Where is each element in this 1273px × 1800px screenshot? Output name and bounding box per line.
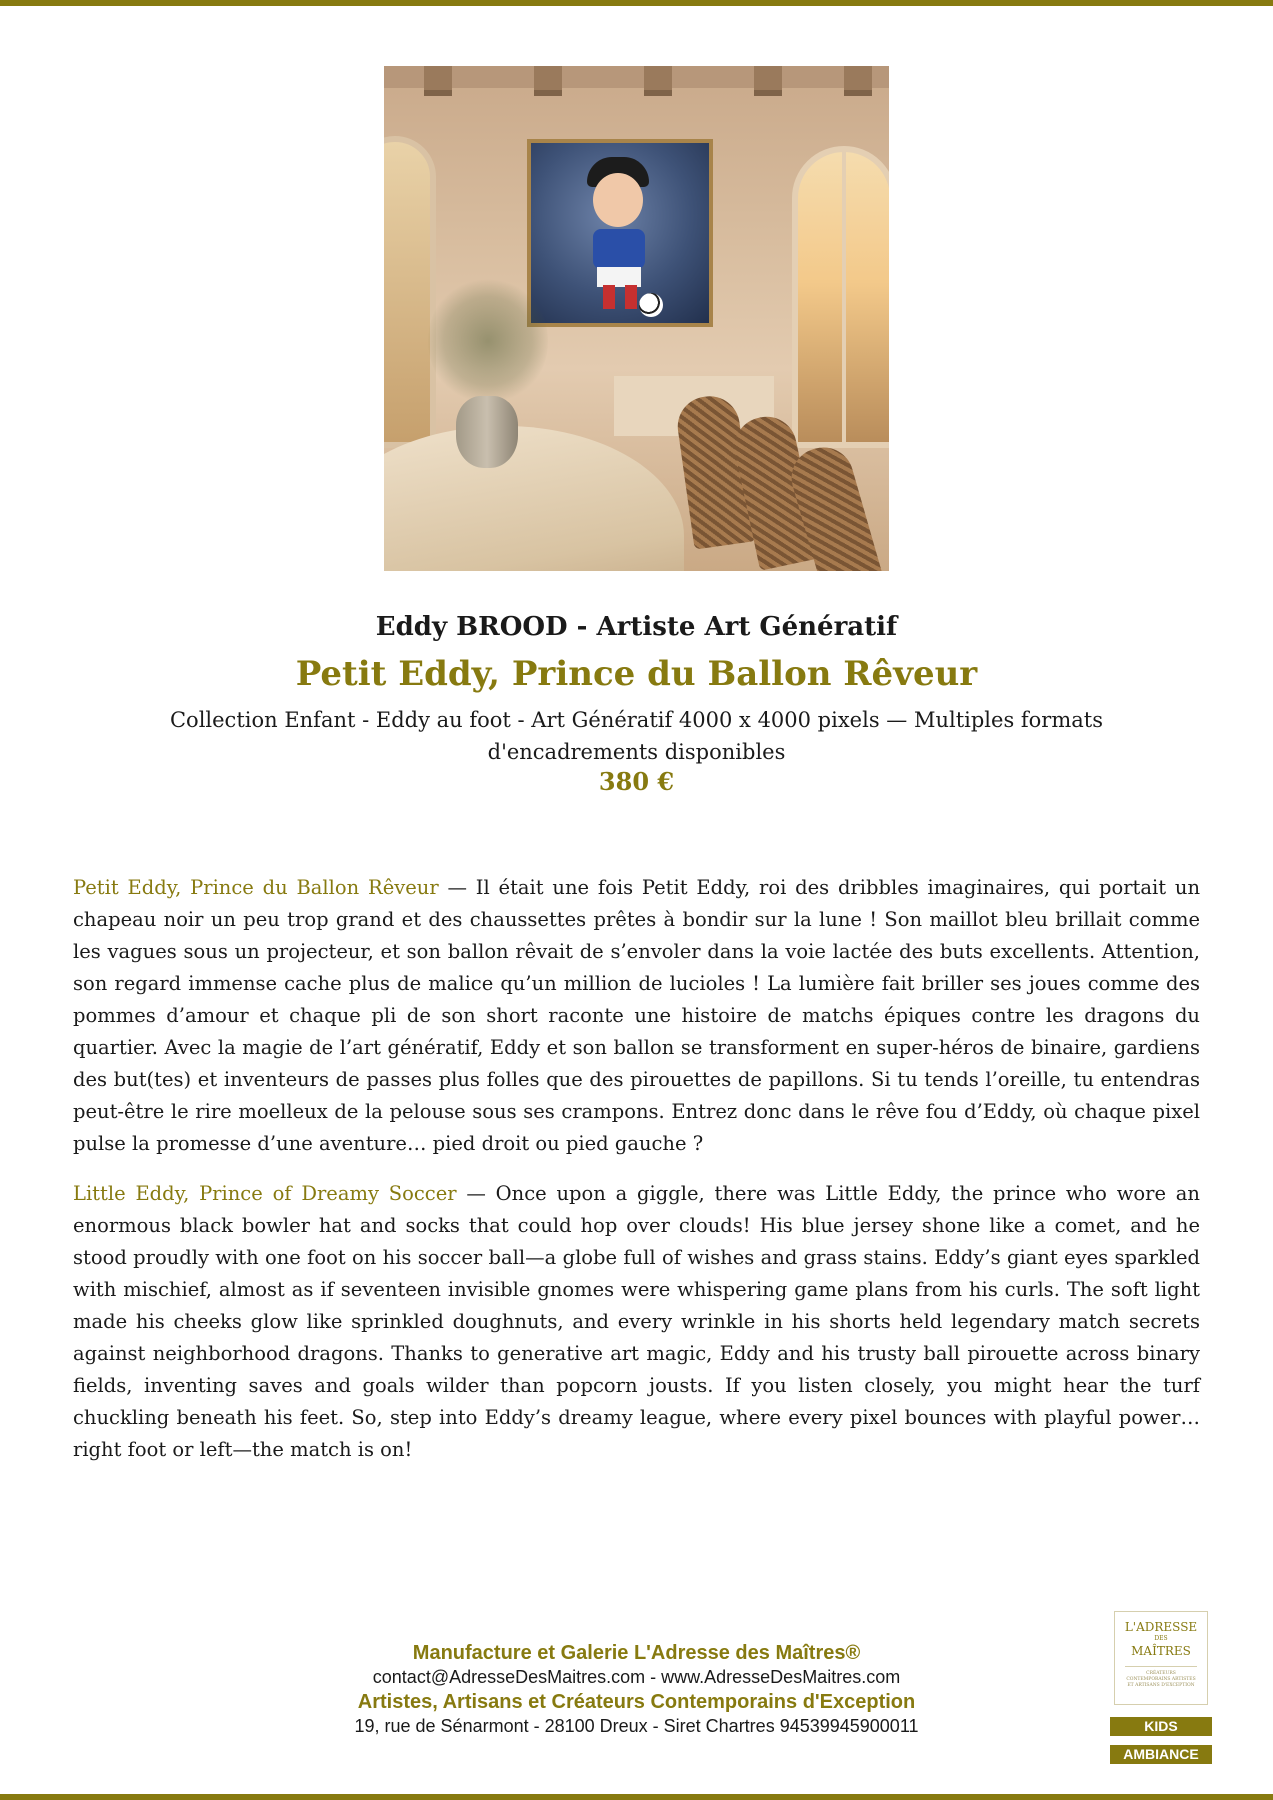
logo-line: DES <box>1154 1635 1168 1642</box>
kid-face <box>593 173 643 227</box>
bottom-border <box>0 1794 1273 1800</box>
ceiling-beam <box>424 66 452 96</box>
description-french-lead: Petit Eddy, Prince du Ballon Rêveur <box>73 876 439 899</box>
arched-door-right <box>792 146 889 448</box>
price: 380 € <box>598 767 675 796</box>
description-english <box>73 1178 1200 1466</box>
arched-window-left <box>384 136 436 448</box>
blue-jersey <box>593 229 645 269</box>
description-french <box>73 872 1200 1160</box>
artwork-title: Petit Eddy, Prince du Ballon Rêveur <box>295 654 978 694</box>
gallery-name: Manufacture et Galerie L'Adresse des Maîtres® <box>412 1642 861 1664</box>
portrait-canvas <box>531 143 709 323</box>
ceiling-beam <box>534 66 562 96</box>
ceiling-beam <box>754 66 782 96</box>
logo-line: L'ADRESSE <box>1124 1620 1198 1634</box>
logo-line: CRÉATEURS CONTEMPORAINS ARTISTES ET ARTISANS D'EXCEPTION <box>1125 1666 1197 1689</box>
logo-line: MAÎTRES <box>1131 1644 1191 1658</box>
vase <box>456 396 518 468</box>
artist-name: Eddy BROOD - Artiste Art Génératif <box>375 612 898 642</box>
red-socks <box>603 285 637 309</box>
olive-branches <box>428 276 548 406</box>
framed-portrait <box>527 139 713 327</box>
footer <box>240 1640 1033 1738</box>
gallery-tagline: Artistes, Artisans et Créateurs Contemporains d'Exception <box>357 1691 916 1713</box>
address-line: 19, rue de Sénarmont - 28100 Dreux - Siret Chartres 94539945900011 <box>354 1716 919 1736</box>
gallery-logo <box>1114 1611 1208 1705</box>
top-border <box>0 0 1273 6</box>
white-shorts <box>597 267 641 287</box>
description-english-text: — Once upon a giggle, there was Little Eddy, the prince who wore an enormous black bowler hat and socks that could hop over clouds! His blue jersey shone like a comet, and he stood proudly with one foot on his soccer ball—a globe full of wishes and grass stains. Eddy’s giant eyes sparkled with mischief, almost as if seventeen invisible gnomes were whispering game plans from his curls. The soft light made his cheeks glow like sprinkled doughnuts, and every wrinkle in his shorts held legendary match secrets against neighborhood dragons. Thanks to generative art magic, Eddy and his trusty ball pirouette across binary fields, inventing saves and goals wilder than popcorn jousts. If you listen closely, you might hear the turf chuckling beneath his feet. So, step into Eddy’s dreamy league, where every pixel bounces with playful power… right foot or left—the match is on! <box>73 1182 1200 1461</box>
ceiling <box>384 66 889 88</box>
ceiling-beam <box>644 66 672 96</box>
artwork-subtitle: Collection Enfant - Eddy au foot - Art Génératif 4000 x 4000 pixels — Multiples formats d'encadrements disponibles <box>169 708 1103 764</box>
artwork-image <box>384 66 889 571</box>
soccer-ball <box>639 293 663 317</box>
description-french-text: — Il était une fois Petit Eddy, roi des dribbles imaginaires, qui portait un chapeau noir un peu trop grand et des chaussettes prêtes à bondir sur la lune ! Son maillot bleu brillait comme les vagues sous un projecteur, et son ballon rêvait de s’envoler dans la voie lactée des buts excellents. Attention, son regard immense cache plus de malice qu’un million de lucioles ! La lumière fait briller ses joues comme des pommes d’amour et chaque pli de son short raconte une histoire de matchs épiques contre les dragons du quartier. Avec la magie de l’art génératif, Eddy et son ballon se transforment en super-héros de binaire, gardiens des but(tes) et inventeurs de passes plus folles que des pirouettes de papillons. Si tu tends l’oreille, tu entendras peut-être le rire moelleux de la pelouse sous ses crampons. Entrez donc dans le rêve fou d’Eddy, où chaque pixel pulse la promesse d’une aventure… pied droit ou pied gauche ? <box>73 876 1201 1155</box>
badge-ambiance: AMBIANCE <box>1110 1745 1212 1764</box>
dining-table <box>384 426 684 571</box>
contact-line: contact@AdresseDesMaitres.com - www.AdresseDesMaitres.com <box>372 1667 901 1687</box>
description-english-lead: Little Eddy, Prince of Dreamy Soccer <box>73 1182 457 1205</box>
badge-kids: KIDS <box>1110 1717 1212 1736</box>
ceiling-beam <box>844 66 872 96</box>
